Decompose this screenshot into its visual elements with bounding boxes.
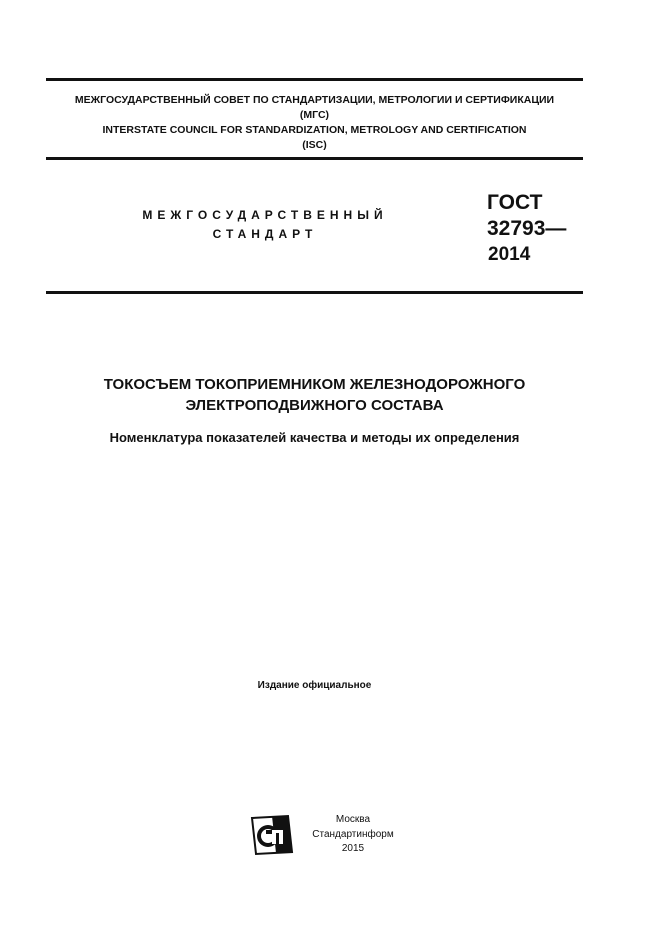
council-ru-abbr: (МГС) bbox=[299, 109, 330, 121]
top-rule bbox=[46, 78, 583, 81]
standard-kind bbox=[80, 206, 450, 244]
council-header bbox=[46, 93, 583, 153]
designation-rule bbox=[46, 291, 583, 294]
publisher-year: 2015 bbox=[341, 843, 365, 854]
council-en-name: INTERSTATE COUNCIL FOR STANDARDIZATION, METROLOGY AND CERTIFICATION bbox=[102, 124, 527, 136]
document-title-line2: ЭЛЕКТРОПОДВИЖНОГО СОСТАВА bbox=[185, 397, 444, 414]
document-title-line1: ТОКОСЪЕМ ТОКОПРИЕМНИКОМ ЖЕЛЕЗНОДОРОЖНОГО bbox=[103, 376, 526, 393]
edition-label: Издание официальное bbox=[257, 680, 372, 691]
publisher-name: Стандартинформ bbox=[312, 828, 394, 840]
publisher-city: Москва bbox=[335, 814, 371, 825]
header-rule bbox=[46, 157, 583, 160]
document-title bbox=[46, 374, 583, 416]
gost-year: 2014 bbox=[488, 244, 531, 265]
standard-kind-line1: МЕЖГОСУДАРСТВЕННЫЙ bbox=[142, 208, 388, 222]
council-en-abbr: (ISC) bbox=[302, 139, 327, 151]
standartinform-logo-icon bbox=[248, 812, 296, 856]
publisher-info bbox=[300, 813, 406, 857]
gost-prefix: ГОСТ bbox=[487, 191, 543, 214]
document-subtitle: Номенклатура показателей качества и методы их определения bbox=[109, 430, 520, 445]
gost-number: 32793— bbox=[487, 217, 567, 240]
standard-kind-line2: СТАНДАРТ bbox=[212, 227, 318, 241]
council-ru-name: МЕЖГОСУДАРСТВЕННЫЙ СОВЕТ ПО СТАНДАРТИЗАЦИИ, МЕТРОЛОГИИ И СЕРТИФИКАЦИИ bbox=[74, 94, 555, 106]
